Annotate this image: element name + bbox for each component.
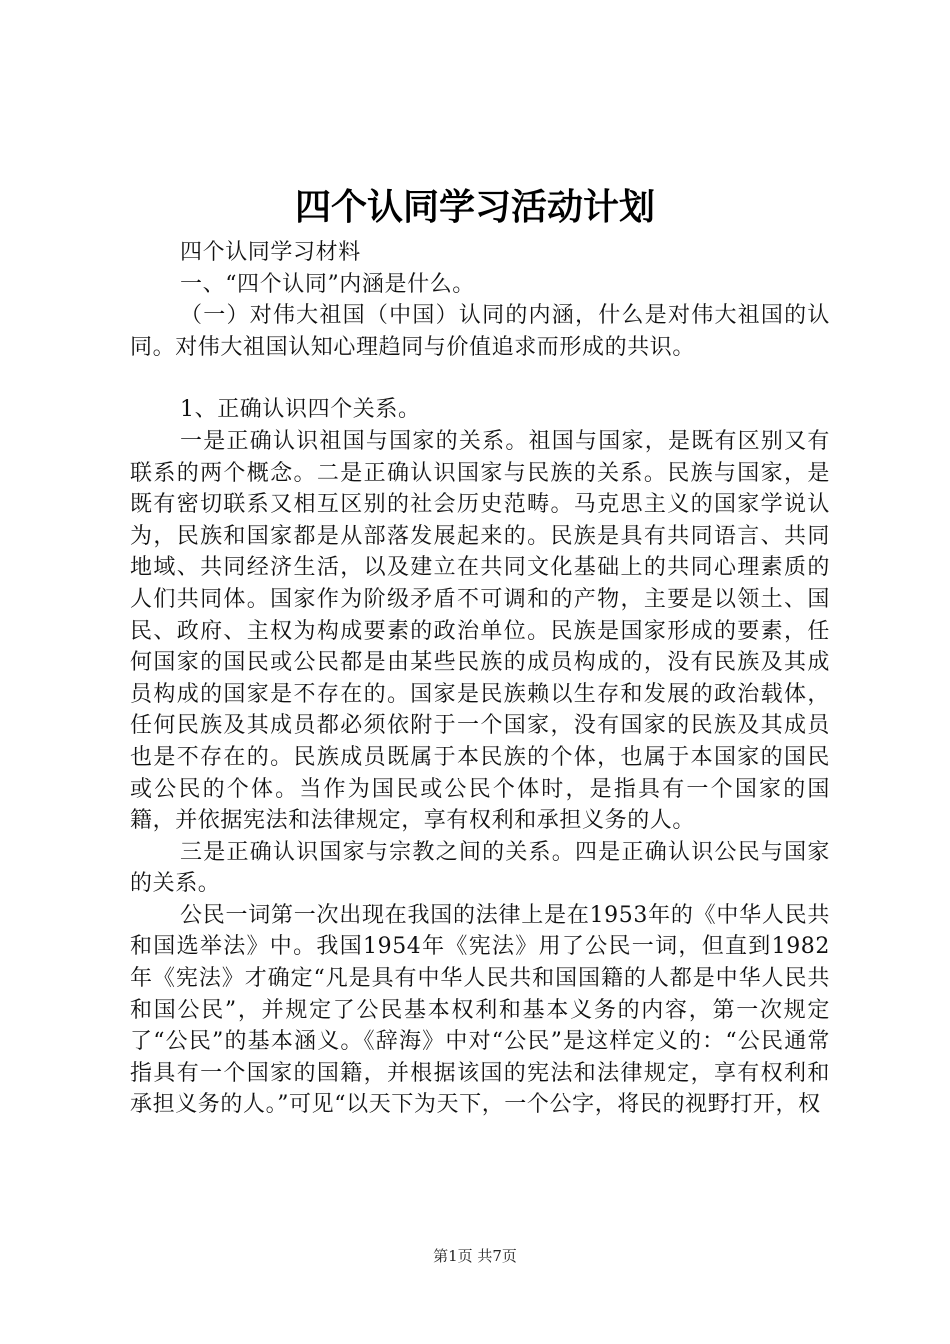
paragraph-subsection-heading: （一）对伟大祖国（中国）认同的内涵，什么是对伟大祖国的认同。对伟大祖国认知心理趋同与价值追求而形成的共识。	[130, 303, 830, 360]
page-number-footer: 第1页 共7页	[433, 1247, 517, 1265]
paragraph-body: 三是正确认识国家与宗教之间的关系。四是正确认识公民与国家的关系。	[130, 839, 830, 897]
paragraph-body: 公民一词第一次出现在我国的法律上是在1953年的《中华人民共和国选举法》中。我国1954年《宪法》用了公民一词，但直到1982年《宪法》才确定“凡是具有中华人民共和国国籍的人都是中华人民共和国公民”，并规定了公民基本权利和基本义务的内容，第一次规定了“公民”的基本涵义。《辞海》中对“公民”是这样定义的：“公民通常指具有一个国家的国籍，并根据该国的宪法和法律规定，享有权利和承担义务的人。”可见“以天下为天下，一个公字，将民的视野打开，权	[130, 902, 830, 1118]
document-title: 四个认同学习活动计划	[294, 187, 655, 228]
paragraph-body: 一是正确认识祖国与国家的关系。祖国与国家，是既有区别又有联系的两个概念。二是正确认识国家与民族的关系。民族与国家，是既有密切联系又相互区别的社会历史范畴。马克思主义的国家学说认为，民族和国家都是从部落发展起来的。民族是具有共同语言、共同地域、共同经济生活，以及建立在共同文化基础上的共同心理素质的人们共同体。国家作为阶级矛盾不可调和的产物，主要是以领土、国民、政府、主权为构成要素的政治单位。民族是国家形成的要素，任何国家的国民或公民都是由某些民族的成员构成的，没有民族及其成员构成的国家是不存在的。国家是民族赖以生存和发展的政治载体，任何民族及其成员都必须依附于一个国家，没有国家的民族及其成员也是不存在的。民族成员既属于本民族的个体，也属于本国家的国民或公民的个体。当作为国民或公民个体时，是指具有一个国家的国籍，并依据宪法和法律规定，享有权利和承担义务的人。	[130, 428, 830, 834]
paragraph-section-heading: 一、“四个认同”内涵是什么。	[180, 271, 475, 297]
paragraph-subtitle: 四个认同学习材料	[180, 240, 361, 265]
document-body	[130, 237, 830, 1121]
paragraph-item-heading: 1、正确认识四个关系。	[180, 397, 421, 423]
